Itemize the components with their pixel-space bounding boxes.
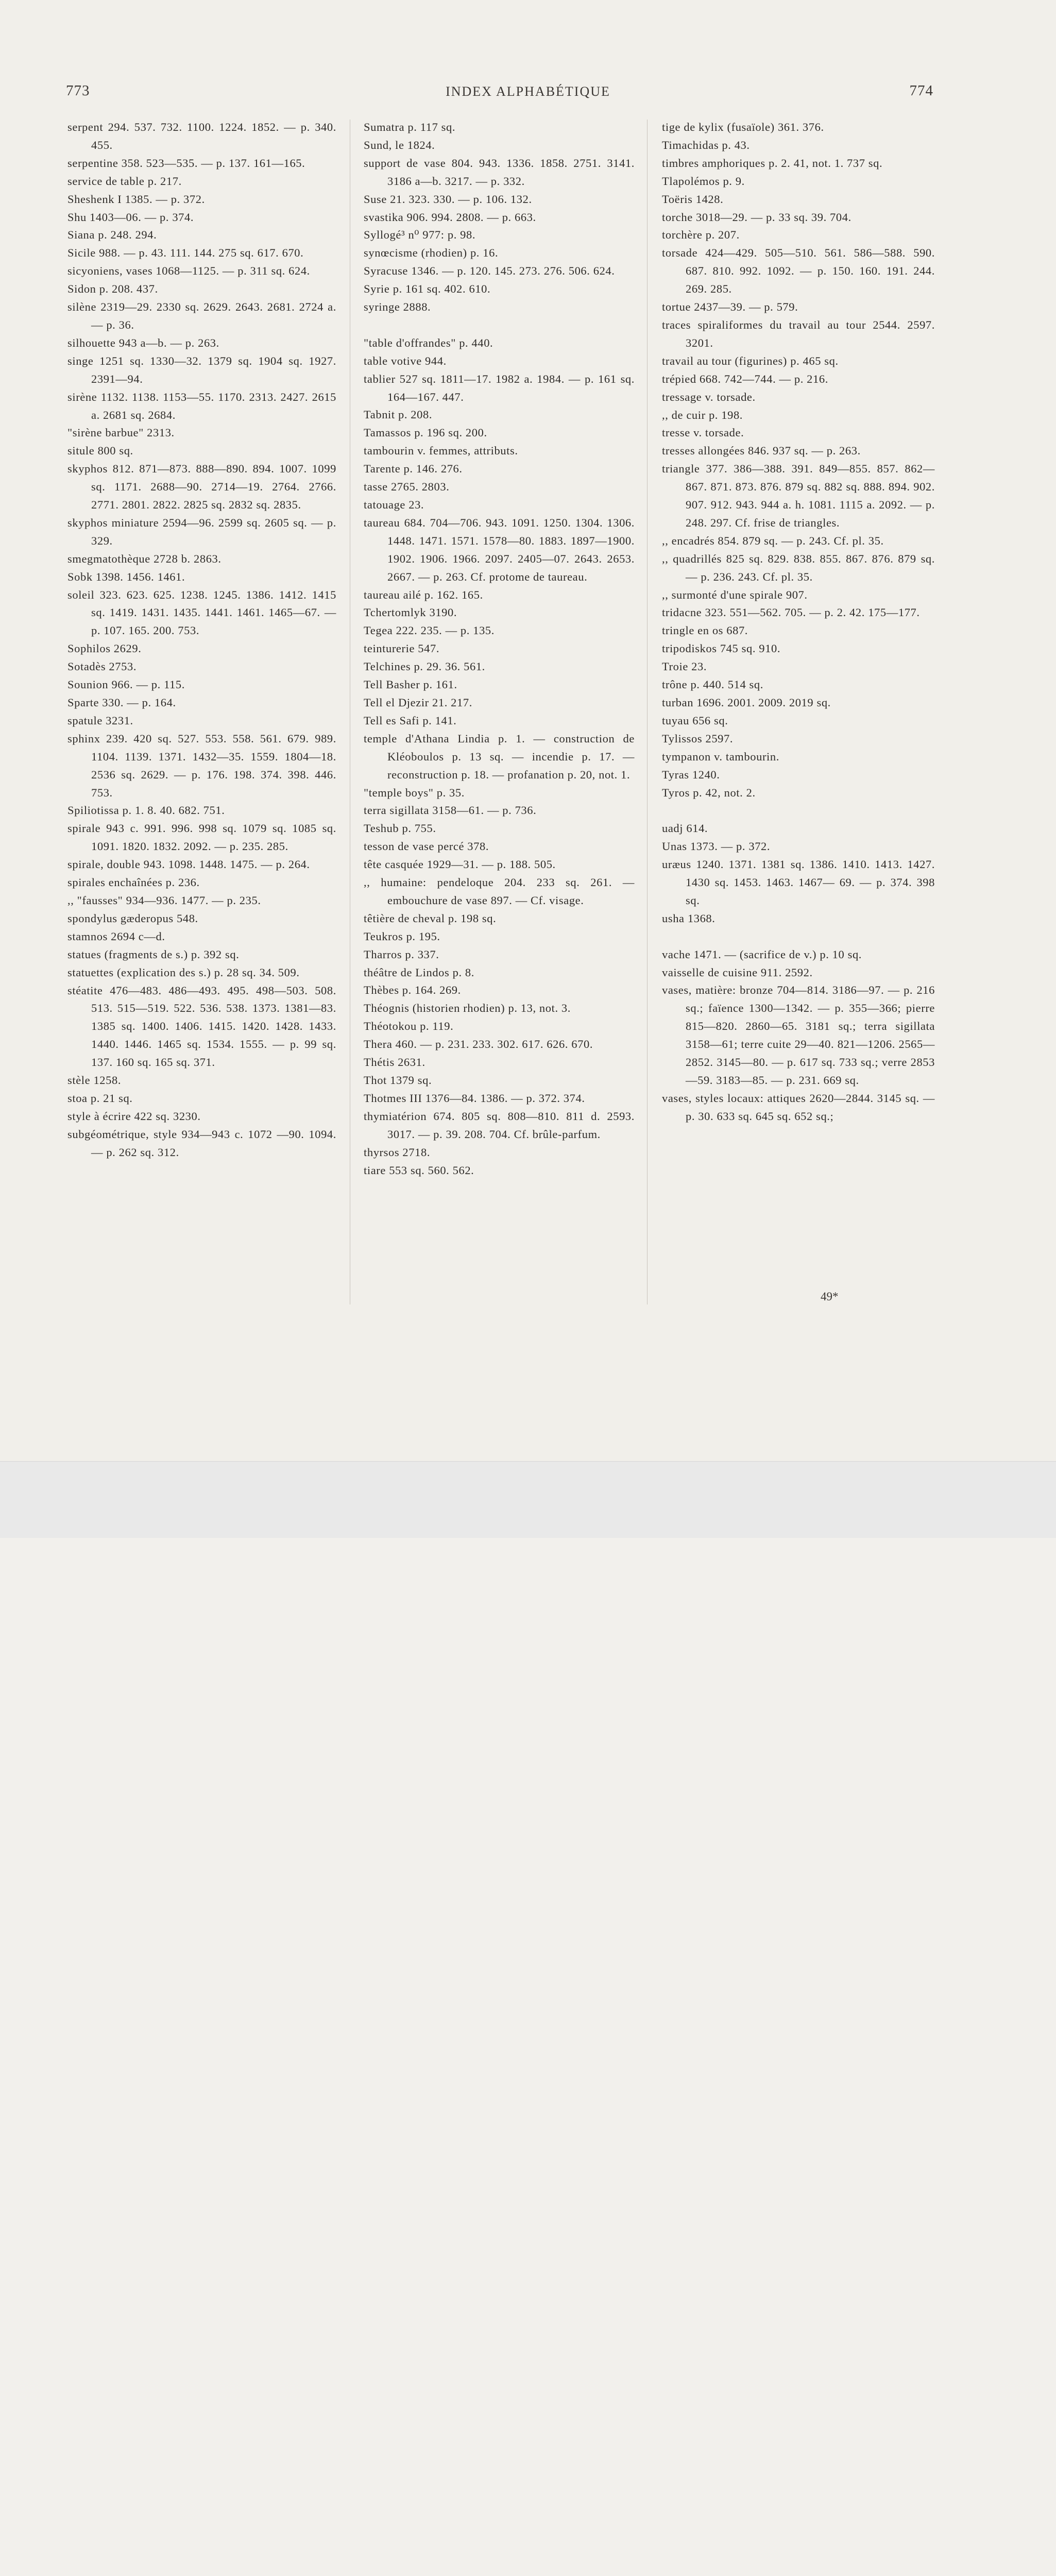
index-entry: style à écrire 422 sq. 3230.	[67, 1109, 201, 1123]
index-entry: synœcisme (rhodien) p. 16.	[364, 246, 499, 260]
index-entry: tatouage 23.	[364, 498, 424, 512]
index-entry: "sirène barbue" 2313.	[67, 426, 175, 439]
index-entry: taureau ailé p. 162. 165.	[364, 588, 483, 601]
index-entry: vases, matière: bronze 704—814. 3186—97. — p. 216 sq.; faïence 1300—1342. — p. 355—366; pierre 815—820. 2860—65. 3181 sq.; terra sigillata 3158—61; terre cuite 29—40. 821—1206. 2565— 2852. 3145—80. — p. 617 sq. 733 sq.; verre 2853—59. 3183—85. — p. 231. 669 sq.	[662, 984, 935, 1087]
index-entry: Thera 460. — p. 231. 233. 302. 617. 626. 670.	[364, 1038, 593, 1051]
index-entry: silène 2319—29. 2330 sq. 2629. 2643. 2681. 2724 a. — p. 36.	[67, 300, 336, 331]
index-entry: Spiliotissa p. 1. 8. 40. 682. 751.	[67, 804, 225, 817]
index-entry: ,, "fausses" 934—936. 1477. — p. 235.	[67, 893, 261, 907]
index-entry: Tylissos 2597.	[662, 732, 734, 745]
index-entry: Syrie p. 161 sq. 402. 610.	[364, 282, 491, 296]
running-title: INDEX ALPHABÉTIQUE	[446, 84, 610, 99]
index-column-3	[662, 118, 935, 1126]
index-entry: torchère p. 207.	[662, 228, 740, 242]
index-entry: torsade 424—429. 505—510. 561. 586—588. 590. 687. 810. 992. 1092. — p. 150. 160. 191. 244. 269. 285.	[662, 246, 935, 296]
index-entry: tresse v. torsade.	[662, 426, 744, 439]
index-entry: Telchines p. 29. 36. 561.	[364, 660, 485, 673]
index-entry: service de table p. 217.	[67, 174, 182, 188]
index-entry: torche 3018—29. — p. 33 sq. 39. 704.	[662, 210, 851, 224]
index-entry: Tabnit p. 208.	[364, 408, 433, 421]
index-entry: Tell es Safi p. 141.	[364, 714, 457, 727]
index-entry: Thétis 2631.	[364, 1056, 425, 1069]
index-entry: Tegea 222. 235. — p. 135.	[364, 624, 495, 637]
index-entry: tuyau 656 sq.	[662, 714, 728, 727]
index-entry: spirale, double 943. 1098. 1448. 1475. — p. 264.	[67, 858, 310, 871]
column-divider	[647, 120, 648, 1304]
index-entry: ,, surmonté d'une spirale 907.	[662, 588, 808, 601]
index-entry: sirène 1132. 1138. 1153—55. 1170. 2313. 2427. 2615 a. 2681 sq. 2684.	[67, 390, 336, 421]
index-entry: statues (fragments de s.) p. 392 sq.	[67, 947, 240, 961]
index-entry: Unas 1373. — p. 372.	[662, 840, 771, 853]
index-entry: thyrsos 2718.	[364, 1145, 431, 1159]
index-entry: stamnos 2694 c—d.	[67, 929, 165, 943]
index-entry: spirale 943 c. 991. 996. 998 sq. 1079 sq. 1085 sq. 1091. 1820. 1832. 2092. — p. 235. 285.	[67, 822, 336, 853]
index-entry: Sidon p. 208. 437.	[67, 282, 158, 296]
index-entry: trépied 668. 742—744. — p. 216.	[662, 372, 828, 385]
index-column-1	[67, 118, 336, 1162]
index-entry: Tyras 1240.	[662, 768, 720, 781]
index-entry: traces spiraliformes du travail au tour 2544. 2597. 3201.	[662, 318, 935, 349]
index-entry: svastika 906. 994. 2808. — p. 663.	[364, 210, 536, 224]
index-entry: tortue 2437—39. — p. 579.	[662, 300, 798, 314]
index-entry: Sicile 988. — p. 43. 111. 144. 275 sq. 617. 670.	[67, 246, 304, 260]
index-entry: sphinx 239. 420 sq. 527. 553. 558. 561. 679. 989. 1104. 1139. 1371. 1432—35. 1559. 1804—18. 2536 sq. 2629. — p. 176. 198. 374. 398. 446. 753.	[67, 732, 336, 799]
index-entry: uadj 614.	[662, 822, 708, 835]
index-entry: Tyros p. 42, not. 2.	[662, 786, 756, 799]
index-entry: teinturerie 547.	[364, 642, 440, 655]
index-entry: Thotmes III 1376—84. 1386. — p. 372. 374.	[364, 1091, 585, 1105]
index-entry: soleil 323. 623. 625. 1238. 1245. 1386. 1412. 1415 sq. 1419. 1431. 1435. 1441. 1461. 1465—67. — p. 107. 165. 200. 753.	[67, 588, 336, 637]
index-entry: Théotokou p. 119.	[364, 1020, 454, 1033]
signature-mark: 49*	[821, 1290, 839, 1303]
index-entry: tresses allongées 846. 937 sq. — p. 263.	[662, 444, 861, 457]
index-entry: vases, styles locaux: attiques 2620—2844. 3145 sq. — p. 30. 633 sq. 645 sq. 652 sq.;	[662, 1091, 935, 1123]
index-entry: ,, humaine: pendeloque 204. 233 sq. 261. — embouchure de vase 897. — Cf. visage.	[364, 876, 635, 907]
index-entry: Sounion 966. — p. 115.	[67, 678, 185, 691]
index-entry: timbres amphoriques p. 2. 41, not. 1. 737 sq.	[662, 156, 883, 170]
index-entry: tiare 553 sq. 560. 562.	[364, 1163, 474, 1177]
index-entry: smegmatothèque 2728 b. 2863.	[67, 552, 222, 565]
index-entry: thymiatérion 674. 805 sq. 808—810. 811 d. 2593. 3017. — p. 39. 208. 704. Cf. brûle-parfum.	[364, 1109, 635, 1141]
viewer-footer	[0, 1461, 1056, 1538]
index-entry: travail au tour (figurines) p. 465 sq.	[662, 354, 839, 367]
index-entry: "table d'offrandes" p. 440.	[364, 336, 493, 349]
index-entry: Syracuse 1346. — p. 120. 145. 273. 276. 506. 624.	[364, 264, 615, 278]
index-entry: Troie 23.	[662, 660, 707, 673]
index-entry: "temple boys" p. 35.	[364, 786, 465, 799]
index-entry: Tchertomlyk 3190.	[364, 606, 457, 619]
index-entry: tête casquée 1929—31. — p. 188. 505.	[364, 858, 556, 871]
index-entry: terra sigillata 3158—61. — p. 736.	[364, 804, 537, 817]
index-entry: uræus 1240. 1371. 1381 sq. 1386. 1410. 1413. 1427. 1430 sq. 1453. 1463. 1467— 69. — p. 374. 398 sq.	[662, 858, 935, 907]
index-entry: Tamassos p. 196 sq. 200.	[364, 426, 487, 439]
index-entry: vache 1471. — (sacrifice de v.) p. 10 sq.	[662, 947, 862, 961]
index-entry: ,, de cuir p. 198.	[662, 408, 743, 421]
index-entry: ,, quadrillés 825 sq. 829. 838. 855. 867. 876. 879 sq. — p. 236. 243. Cf. pl. 35.	[662, 552, 935, 583]
index-entry: tridacne 323. 551—562. 705. — p. 2. 42. 175—177.	[662, 606, 920, 619]
index-entry: Tell el Djezir 21. 217.	[364, 696, 472, 709]
index-entry: usha 1368.	[662, 911, 716, 925]
index-entry: trône p. 440. 514 sq.	[662, 678, 763, 691]
index-entry: Tell Basher p. 161.	[364, 678, 457, 691]
index-entry: Tarente p. 146. 276.	[364, 462, 463, 476]
index-entry: stèle 1258.	[67, 1074, 122, 1087]
index-entry: turban 1696. 2001. 2009. 2019 sq.	[662, 696, 831, 709]
index-entry: tripodiskos 745 sq. 910.	[662, 642, 781, 655]
index-entry: stéatite 476—483. 486—493. 495. 498—503. 508. 513. 515—519. 522. 536. 538. 1373. 1381—83. 1385 sq. 1400. 1406. 1415. 1420. 1428. 1433. 1440. 1446. 1465 sq. 1534. 1555. — p. 99 sq. 137. 160 sq. 165 sq. 371.	[67, 984, 336, 1069]
index-entry: tympanon v. tambourin.	[662, 750, 779, 763]
index-entry: syringe 2888.	[364, 300, 431, 314]
index-entry: ,, encadrés 854. 879 sq. — p. 243. Cf. pl. 35.	[662, 534, 884, 547]
index-entry: Shu 1403—06. — p. 374.	[67, 210, 194, 224]
index-entry: Sophilos 2629.	[67, 642, 142, 655]
index-entry: Thèbes p. 164. 269.	[364, 984, 461, 997]
index-entry: Sumatra p. 117 sq.	[364, 121, 456, 133]
index-entry: triangle 377. 386—388. 391. 849—855. 857. 862—867. 871. 873. 876. 879 sq. 882 sq. 888. 894. 902. 907. 912. 943. 944 a. h. 1081. 1115 a. 2092. — p. 248. 297. Cf. frise de triangles.	[662, 462, 935, 529]
index-entry: situle 800 sq.	[67, 444, 133, 457]
index-entry: silhouette 943 a—b. — p. 263.	[67, 336, 219, 349]
index-entry: Teukros p. 195.	[364, 929, 440, 943]
index-entry: Théognis (historien rhodien) p. 13, not. 3.	[364, 1002, 571, 1015]
index-entry: têtière de cheval p. 198 sq.	[364, 911, 497, 925]
index-entry: taureau 684. 704—706. 943. 1091. 1250. 1304. 1306. 1448. 1471. 1571. 1578—80. 1883. 1897—1900. 1902. 1906. 1966. 2097. 2405—07. 2643. 2653. 2667. — p. 263. Cf. protome de taureau.	[364, 516, 635, 583]
index-entry: Thot 1379 sq.	[364, 1074, 432, 1087]
index-entry: Siana p. 248. 294.	[67, 228, 157, 242]
index-entry: spondylus gæderopus 548.	[67, 911, 198, 925]
index-column-2	[364, 118, 635, 1179]
index-entry: spatule 3231.	[67, 714, 133, 727]
index-entry: temple d'Athana Lindia p. 1. — construction de Kléoboulos p. 13 sq. — incendie p. 17. — reconstruction p. 18. — profanation p. 20, not. 1.	[364, 732, 635, 781]
index-entry: Sund, le 1824.	[364, 138, 435, 151]
left-page-number: 773	[66, 82, 90, 99]
right-page-number: 774	[909, 82, 933, 99]
index-entry: Suse 21. 323. 330. — p. 106. 132.	[364, 192, 532, 206]
index-entry: Tharros p. 337.	[364, 947, 439, 961]
index-entry: table votive 944.	[364, 354, 447, 367]
index-entry: Tlapolémos p. 9.	[662, 174, 745, 188]
index-entry: serpentine 358. 523—535. — p. 137. 161—165.	[67, 156, 305, 170]
index-entry: tressage v. torsade.	[662, 390, 756, 403]
index-entry: support de vase 804. 943. 1336. 1858. 2751. 3141. 3186 a—b. 3217. — p. 332.	[364, 156, 635, 188]
index-entry: vaisselle de cuisine 911. 2592.	[662, 965, 813, 979]
index-entry: subgéométrique, style 934—943 c. 1072 —90. 1094. — p. 262 sq. 312.	[67, 1127, 336, 1159]
index-entry: Sotadès 2753.	[67, 660, 137, 673]
index-entry: tasse 2765. 2803.	[364, 480, 450, 494]
index-entry: singe 1251 sq. 1330—32. 1379 sq. 1904 sq. 1927. 2391—94.	[67, 354, 336, 385]
index-entry: Toëris 1428.	[662, 192, 724, 206]
index-entry: tesson de vase percé 378.	[364, 840, 489, 853]
index-entry: skyphos 812. 871—873. 888—890. 894. 1007. 1099 sq. 1171. 2688—90. 2714—19. 2764. 2766. 2771. 2801. 2822. 2825 sq. 2832 sq. 2835.	[67, 462, 336, 512]
index-entry: Syllogé³ n⁰ 977: p. 98.	[364, 228, 476, 242]
index-entry: tringle en os 687.	[662, 624, 748, 637]
index-entry: sicyoniens, vases 1068—1125. — p. 311 sq. 624.	[67, 264, 310, 278]
index-entry: Timachidas p. 43.	[662, 138, 750, 151]
index-entry: Sheshenk I 1385. — p. 372.	[67, 192, 205, 206]
index-entry: stoa p. 21 sq.	[67, 1091, 133, 1105]
index-entry: skyphos miniature 2594—96. 2599 sq. 2605 sq. — p. 329.	[67, 516, 336, 547]
index-entry: Sobk 1398. 1456. 1461.	[67, 570, 185, 583]
index-entry: Teshub p. 755.	[364, 822, 436, 835]
index-entry: serpent 294. 537. 732. 1100. 1224. 1852. — p. 340. 455.	[67, 121, 336, 151]
index-entry: statuettes (explication des s.) p. 28 sq. 34. 509.	[67, 965, 300, 979]
index-entry: Sparte 330. — p. 164.	[67, 696, 176, 709]
index-entry: théâtre de Lindos p. 8.	[364, 965, 474, 979]
index-entry: spirales enchaînées p. 236.	[67, 876, 200, 889]
index-entry: tablier 527 sq. 1811—17. 1982 a. 1984. — p. 161 sq. 164—167. 447.	[364, 372, 635, 403]
index-entry: tige de kylix (fusaïole) 361. 376.	[662, 121, 824, 133]
index-entry: tambourin v. femmes, attributs.	[364, 444, 518, 457]
